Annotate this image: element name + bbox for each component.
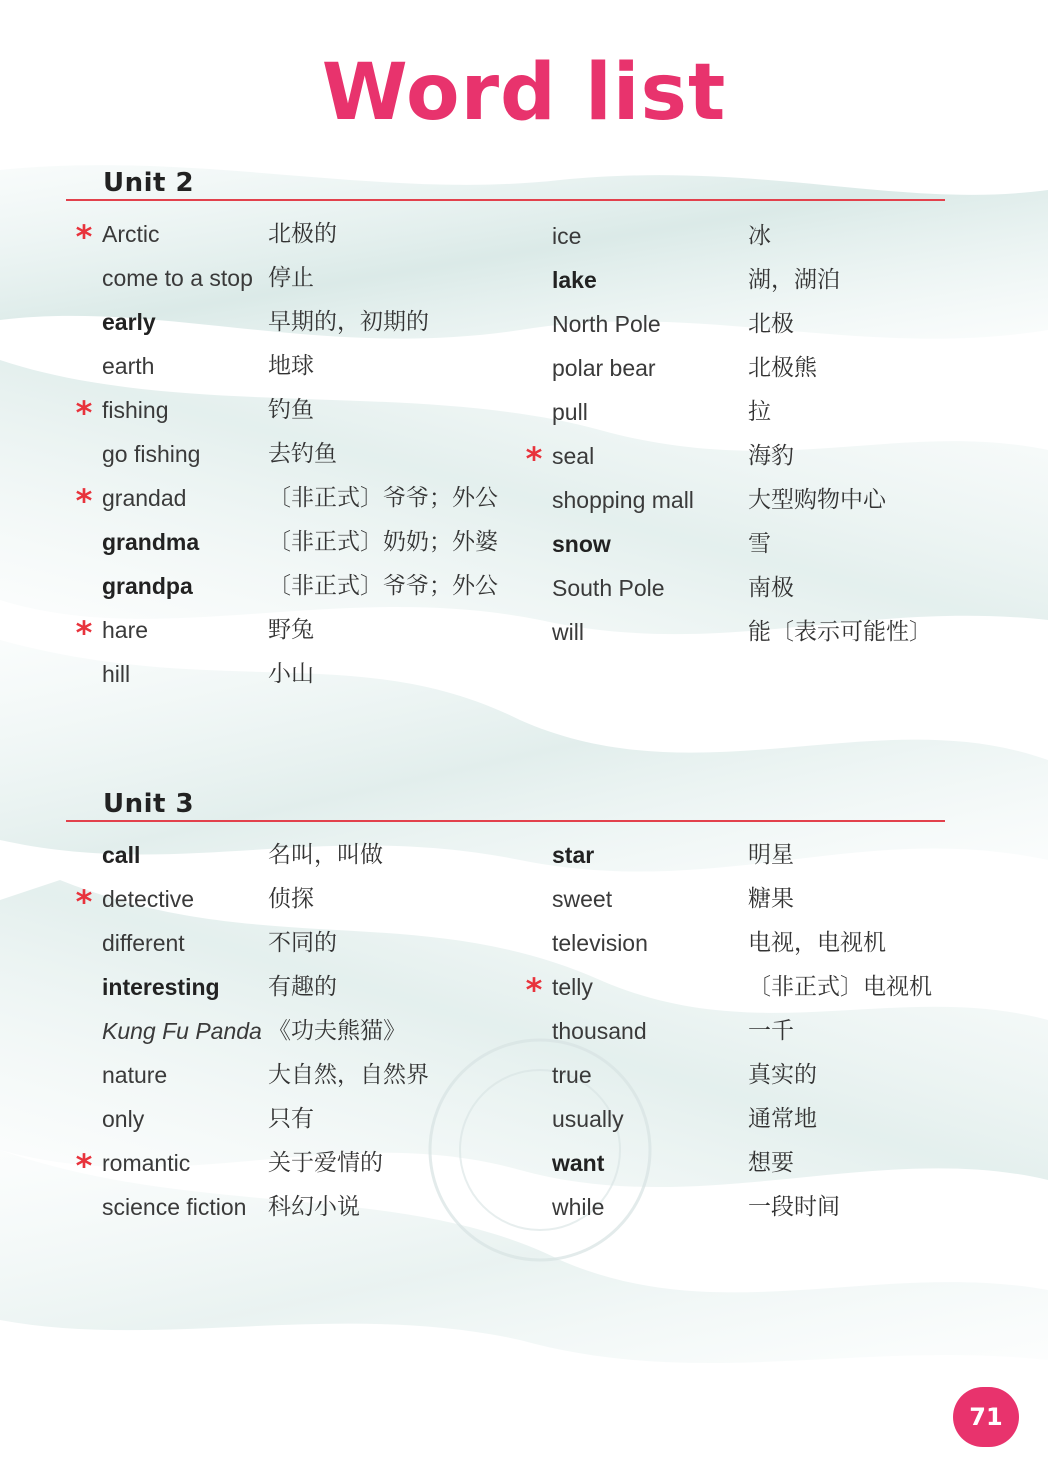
english-word: Kung Fu Panda	[102, 1018, 262, 1044]
english-word: nature	[102, 1062, 168, 1088]
english-word: grandpa	[102, 573, 193, 599]
word-entry	[522, 883, 942, 915]
word-entry	[522, 1103, 942, 1135]
english-word: go fishing	[102, 441, 201, 467]
word-entry	[522, 616, 942, 648]
word-entry	[72, 1059, 492, 1091]
word-entry	[72, 526, 498, 558]
chinese-translation: 通常地	[748, 1106, 817, 1132]
page-number-badge: 71	[953, 1387, 1019, 1447]
asterisk-icon: *	[525, 971, 543, 1009]
english-word: lake	[552, 267, 597, 293]
asterisk-icon: *	[525, 440, 543, 478]
word-entry	[522, 1191, 942, 1223]
word-entry	[522, 396, 942, 428]
english-word: earth	[102, 353, 155, 379]
word-entry	[522, 1015, 942, 1047]
english-word: science fiction	[102, 1194, 247, 1220]
chinese-translation: 真实的	[748, 1062, 817, 1088]
asterisk-icon: *	[75, 394, 93, 432]
chinese-translation: 能〔表示可能性〕	[748, 619, 932, 645]
chinese-translation: 去钓鱼	[268, 441, 337, 467]
chinese-translation: 北极熊	[748, 355, 817, 381]
word-entry	[72, 570, 498, 602]
chinese-translation: 〔非正式〕爷爷；外公	[268, 573, 498, 599]
english-word: detective	[102, 886, 195, 912]
word-entry	[522, 1147, 942, 1179]
chinese-translation: 想要	[748, 1150, 794, 1176]
word-entry	[522, 927, 942, 959]
chinese-translation: 大型购物中心	[748, 487, 886, 513]
english-word: want	[552, 1150, 605, 1176]
chinese-translation: 明星	[748, 842, 794, 868]
word-entry	[72, 262, 492, 294]
asterisk-icon: *	[75, 218, 93, 256]
english-word: hill	[102, 661, 131, 687]
word-entry	[522, 971, 942, 1009]
english-word: different	[102, 930, 185, 956]
chinese-translation: 一段时间	[748, 1194, 840, 1220]
chinese-translation: 海豹	[748, 443, 794, 469]
word-entry	[522, 572, 942, 604]
word-entry	[522, 440, 942, 478]
word-entry	[72, 438, 492, 470]
word-entry	[522, 484, 942, 516]
chinese-translation: 侦探	[268, 886, 314, 912]
word-entry	[522, 308, 942, 340]
chinese-translation: 地球	[268, 353, 314, 379]
english-word: interesting	[102, 974, 220, 1000]
english-word: call	[102, 842, 141, 868]
chinese-translation: 停止	[268, 265, 314, 291]
english-word: North Pole	[552, 311, 661, 337]
english-word: usually	[552, 1106, 624, 1132]
unit-divider	[66, 820, 945, 822]
word-entry	[72, 971, 492, 1003]
english-word: early	[102, 309, 156, 335]
word-entry	[72, 1191, 492, 1223]
english-word: grandad	[102, 485, 187, 511]
english-word: star	[552, 842, 595, 868]
chinese-translation: 只有	[268, 1106, 314, 1132]
english-word: hare	[102, 617, 149, 643]
unit-divider	[66, 199, 945, 201]
english-word: ice	[552, 223, 582, 249]
english-word: will	[552, 619, 584, 645]
word-entry	[72, 482, 498, 520]
chinese-translation: 小山	[268, 661, 314, 687]
chinese-translation: 〔非正式〕电视机	[748, 974, 932, 1000]
chinese-translation: 北极的	[268, 221, 337, 247]
asterisk-icon: *	[75, 482, 93, 520]
chinese-translation: 科幻小说	[268, 1194, 360, 1220]
english-word: television	[552, 930, 648, 956]
chinese-translation: 湖，湖泊	[748, 267, 840, 293]
chinese-translation: 〔非正式〕爷爷；外公	[268, 485, 498, 511]
chinese-translation: 钓鱼	[268, 397, 314, 423]
english-word: grandma	[102, 529, 200, 555]
chinese-translation: 冰	[748, 223, 771, 249]
asterisk-icon: *	[75, 614, 93, 652]
chinese-translation: 北极	[748, 311, 794, 337]
chinese-translation: 南极	[748, 575, 794, 601]
word-entry	[72, 614, 492, 652]
word-entry	[72, 1015, 492, 1047]
word-entry	[522, 528, 942, 560]
english-word: seal	[552, 443, 595, 469]
chinese-translation: 《功夫熊猫》	[268, 1018, 406, 1044]
word-entry	[72, 306, 492, 338]
word-entry	[72, 1103, 492, 1135]
word-entry	[72, 927, 492, 959]
word-entry	[72, 1147, 492, 1185]
english-word: telly	[552, 974, 593, 1000]
english-word: true	[552, 1062, 592, 1088]
word-entry	[72, 394, 492, 432]
english-word: romantic	[102, 1150, 191, 1176]
word-entry	[522, 839, 942, 871]
chinese-translation: 大自然，自然界	[268, 1062, 429, 1088]
chinese-translation: 关于爱情的	[268, 1150, 383, 1176]
word-entry	[522, 1059, 942, 1091]
word-entry	[72, 350, 492, 382]
chinese-translation: 雪	[748, 531, 771, 557]
english-word: polar bear	[552, 355, 656, 381]
chinese-translation: 电视，电视机	[748, 930, 886, 956]
chinese-translation: 拉	[748, 399, 771, 425]
asterisk-icon: *	[75, 883, 93, 921]
chinese-translation: 不同的	[268, 930, 337, 956]
word-entry	[72, 658, 492, 690]
unit-heading: Unit 3	[103, 789, 195, 819]
word-entry	[72, 883, 492, 921]
english-word: come to a stop	[102, 265, 253, 291]
english-word: sweet	[552, 886, 613, 912]
word-entry	[72, 839, 492, 871]
english-word: Arctic	[102, 221, 160, 247]
word-entry	[522, 220, 942, 252]
english-word: snow	[552, 531, 611, 557]
english-word: while	[552, 1194, 605, 1220]
word-entry	[72, 218, 492, 256]
word-entry	[522, 352, 942, 384]
word-entry	[522, 264, 942, 296]
english-word: shopping mall	[552, 487, 694, 513]
english-word: pull	[552, 399, 588, 425]
chinese-translation: 野兔	[268, 617, 314, 643]
english-word: fishing	[102, 397, 169, 423]
english-word: thousand	[552, 1018, 647, 1044]
chinese-translation: 糖果	[748, 886, 794, 912]
chinese-translation: 早期的，初期的	[268, 309, 429, 335]
chinese-translation: 一千	[748, 1018, 794, 1044]
chinese-translation: 〔非正式〕奶奶；外婆	[268, 529, 498, 555]
english-word: South Pole	[552, 575, 665, 601]
english-word: only	[102, 1106, 145, 1132]
asterisk-icon: *	[75, 1147, 93, 1185]
unit-heading: Unit 2	[103, 168, 195, 198]
page-title: Word list	[321, 48, 727, 138]
chinese-translation: 名叫，叫做	[268, 842, 383, 868]
chinese-translation: 有趣的	[268, 974, 337, 1000]
